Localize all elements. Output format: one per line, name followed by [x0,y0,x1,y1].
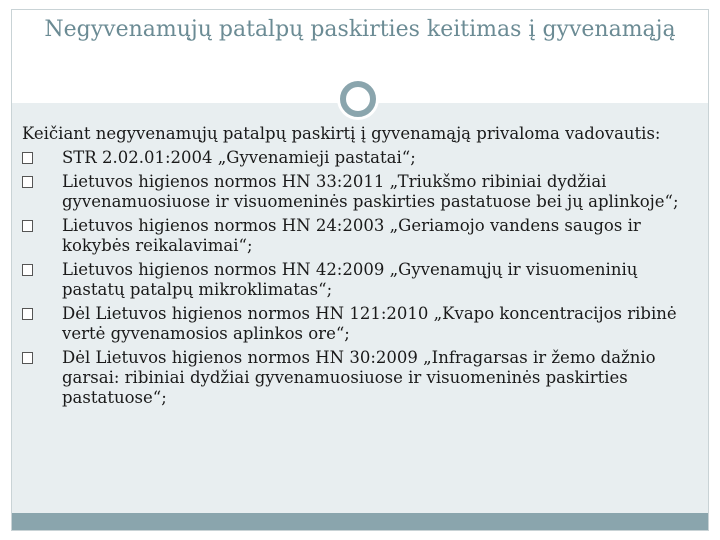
square-bullet-icon [22,176,33,188]
slide-content [22,124,694,412]
list-item-text: Dėl Lietuvos higienos normos HN 121:2010 „Kvapo koncentracijos ribinė vertė gyvenamosios aplinkos ore“; [62,304,677,343]
intro-text: Keičiant negyvenamųjų patalpų paskirtį į gyvenamąją privaloma vadovautis: [22,124,661,143]
square-bullet-icon [22,308,33,320]
square-bullet-icon [22,264,33,276]
list-item [22,172,694,212]
square-bullet-icon [22,152,33,164]
circle-ring-icon [340,81,376,117]
list-item-text: Lietuvos higienos normos HN 24:2003 „Geriamojo vandens saugos ir kokybės reikalavimai“; [62,216,641,255]
list-item [22,304,694,344]
square-bullet-icon [22,352,33,364]
list-item [22,148,694,168]
slide-title: Negyvenamųjų patalpų paskirties keitimas į gyvenamąją [44,17,676,42]
list-item-text: Lietuvos higienos normos HN 42:2009 „Gyvenamųjų ir visuomeninių pastatų patalpų mikroklimatas“; [62,260,638,299]
list-item-text: Dėl Lietuvos higienos normos HN 30:2009 „Infragarsas ir žemo dažnio garsai: ribiniai dydžiai gyvenamuosiuose ir visuomeninės paskirties pastatuose“; [62,348,656,407]
bullet-list [22,148,694,408]
list-item [22,260,694,300]
footer-bar [12,513,708,530]
list-item [22,216,694,256]
list-item-text: Lietuvos higienos normos HN 33:2011 „Triukšmo ribiniai dydžiai gyvenamuosiuose ir visuomeninės paskirties pastatuose bei jų aplinkoje“; [62,172,679,211]
slide [11,9,709,531]
square-bullet-icon [22,220,33,232]
list-item [22,348,694,408]
list-item-text: STR 2.02.01:2004 „Gyvenamieji pastatai“; [62,148,416,167]
